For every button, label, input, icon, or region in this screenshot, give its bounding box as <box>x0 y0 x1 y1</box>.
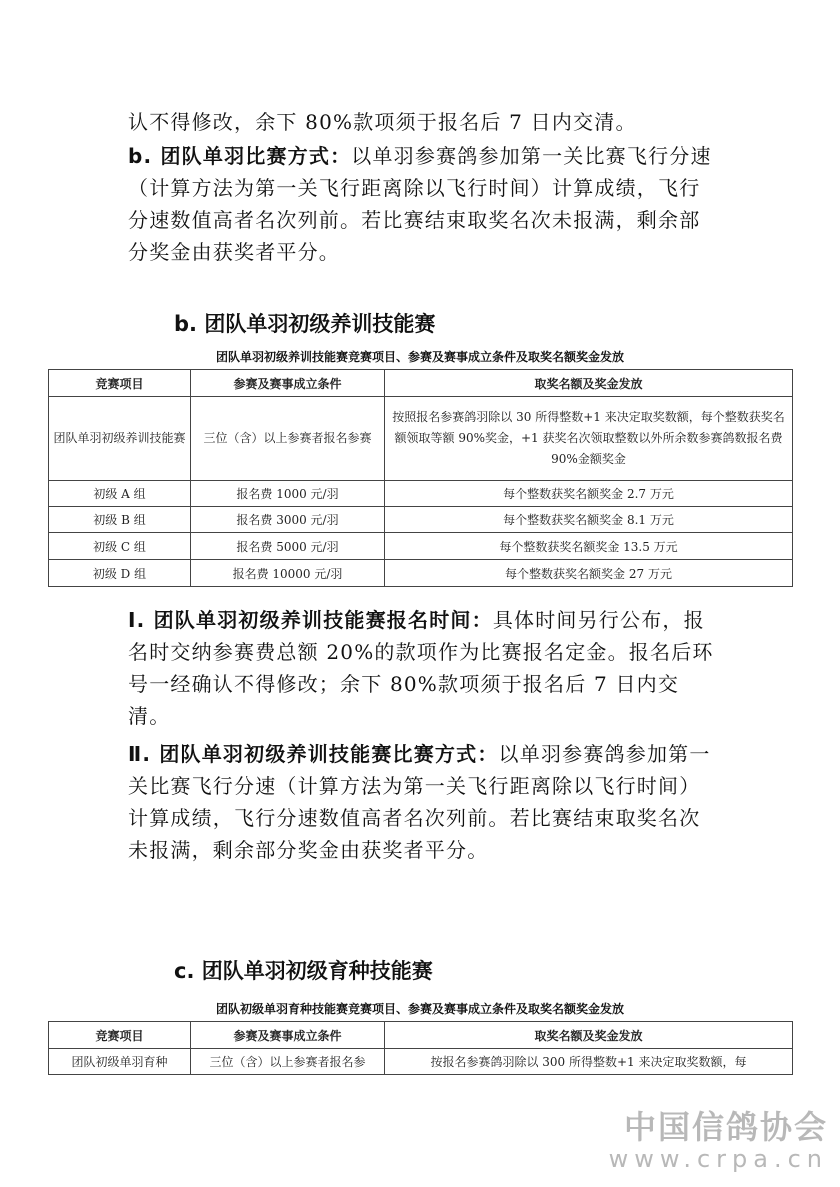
section-b-method-text: 以单羽参赛鸽参加第一关比赛飞行分速（计算方法为第一关飞行距离除以飞行时间）计算成绩，飞行分速数值高者名次列前。若比赛结束取奖名次未报满，剩余部分奖金由获奖者平分。 <box>128 742 711 862</box>
cell-prize: 每个整数获奖名额奖金 2.7 万元 <box>385 481 793 507</box>
table-row <box>49 1049 793 1075</box>
cell-prize: 每个整数获奖名额奖金 8.1 万元 <box>385 507 793 533</box>
cell-fee: 报名费 3000 元/羽 <box>191 507 385 533</box>
cell-fee: 报名费 1000 元/羽 <box>191 481 385 507</box>
cell-prize: 每个整数获奖名额奖金 27 万元 <box>385 560 793 587</box>
cell-item: 初级 C 组 <box>49 533 191 560</box>
section-b-method-paragraph <box>128 738 720 866</box>
watermark-url: www.crpa.cn <box>608 1145 828 1173</box>
section-b-method-lead: Ⅱ. 团队单羽初级养训技能赛比赛方式： <box>128 742 499 766</box>
section-c-heading: c. 团队单羽初级育种技能赛 <box>174 959 433 983</box>
cell-condition: 三位（含）以上参赛者报名参赛 <box>191 397 385 481</box>
cell-prize: 每个整数获奖名额奖金 13.5 万元 <box>385 533 793 560</box>
table-row <box>49 560 793 587</box>
cell-item: 初级 B 组 <box>49 507 191 533</box>
section-c-table <box>48 1021 793 1075</box>
section-c-table-caption: 团队初级单羽育种技能赛竞赛项目、参赛及赛事成立条件及取奖名额奖金发放 <box>215 1002 624 1016</box>
cell-item: 团队初级单羽育种 <box>49 1049 191 1075</box>
header-condition: 参赛及赛事成立条件 <box>191 1022 385 1049</box>
table-header-row <box>49 1022 793 1049</box>
section-a-payment-note: 认不得修改，余下 80%款项须于报名后 7 日内交清。 <box>128 110 637 134</box>
cell-item: 初级 A 组 <box>49 481 191 507</box>
header-prize: 取奖名额及奖金发放 <box>385 370 793 397</box>
header-item: 竞赛项目 <box>49 1022 191 1049</box>
watermark-org: 中国信鸽协会 <box>623 1108 828 1146</box>
cell-prize: 按报名参赛鸽羽除以 300 所得整数+1 来决定取奖数额，每 <box>385 1049 793 1075</box>
watermark <box>609 1109 828 1173</box>
cell-fee: 报名费 5000 元/羽 <box>191 533 385 560</box>
table-row <box>49 481 793 507</box>
table-row <box>49 533 793 560</box>
section-b-table <box>48 369 793 587</box>
header-prize: 取奖名额及奖金发放 <box>385 1022 793 1049</box>
section-a-method-paragraph <box>128 140 720 268</box>
table-row <box>49 397 793 481</box>
section-a-method-text: 以单羽参赛鸽参加第一关比赛飞行分速（计算方法为第一关飞行距离除以飞行时间）计算成绩，飞行分速数值高者名次列前。若比赛结束取奖名次未报满，剩余部分奖金由获奖者平分。 <box>128 144 712 264</box>
table-header-row <box>49 370 793 397</box>
header-item: 竞赛项目 <box>49 370 191 397</box>
section-b-heading: b. 团队单羽初级养训技能赛 <box>174 312 436 336</box>
cell-condition: 三位（含）以上参赛者报名参 <box>191 1049 385 1075</box>
cell-prize: 按照报名参赛鸽羽除以 30 所得整数+1 来决定取奖数额，每个整数获奖名额领取等额 90%奖金，+1 获奖名次领取整数以外所余数参赛鸽数报名费 90%金额奖金 <box>385 397 793 481</box>
section-b-table-caption: 团队单羽初级养训技能赛竞赛项目、参赛及赛事成立条件及取奖名额奖金发放 <box>215 350 624 364</box>
header-condition: 参赛及赛事成立条件 <box>191 370 385 397</box>
cell-item: 初级 D 组 <box>49 560 191 587</box>
cell-fee: 报名费 10000 元/羽 <box>191 560 385 587</box>
section-b-registration-paragraph <box>128 604 720 732</box>
table-row <box>49 507 793 533</box>
section-b-registration-text: 具体时间另行公布，报名时交纳参赛费总额 20%的款项作为比赛报名定金。报名后环号一经确认不得修改；余下 80%款项须于报名后 7 日内交清。 <box>128 608 714 728</box>
cell-item: 团队单羽初级养训技能赛 <box>49 397 191 481</box>
section-b-registration-lead: Ⅰ. 团队单羽初级养训技能赛报名时间： <box>128 608 493 632</box>
section-a-method-lead: b. 团队单羽比赛方式： <box>128 144 352 168</box>
